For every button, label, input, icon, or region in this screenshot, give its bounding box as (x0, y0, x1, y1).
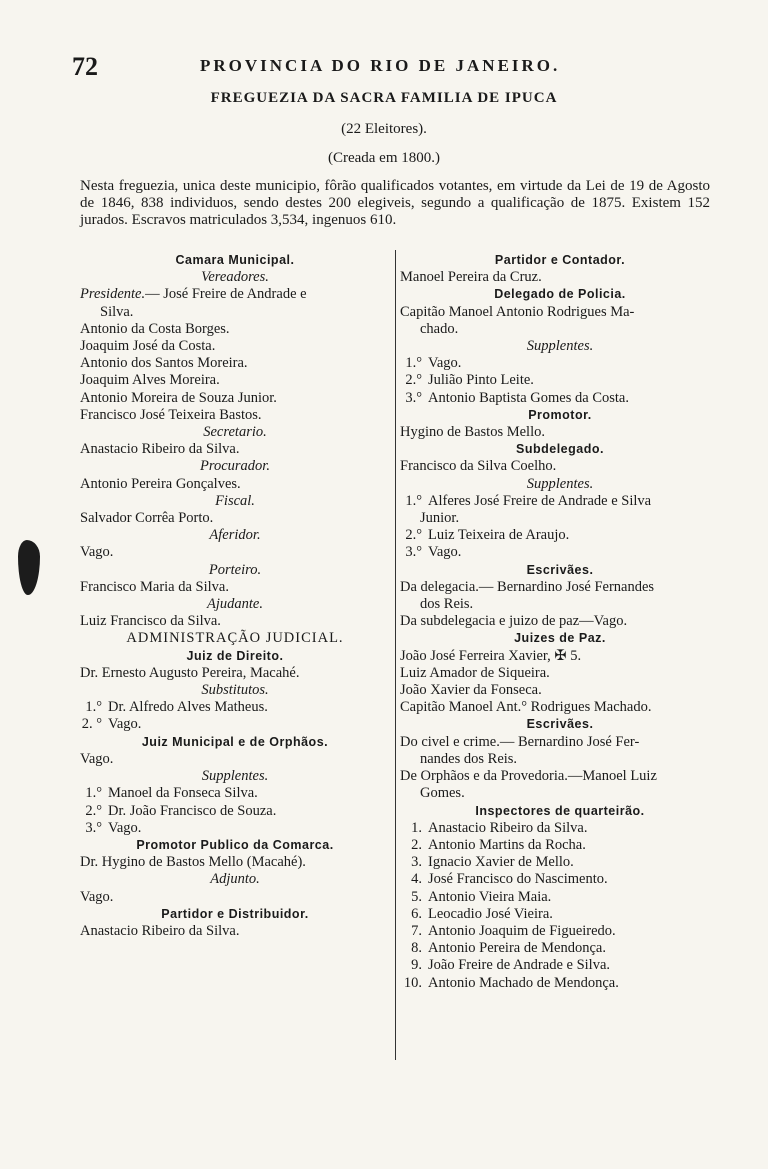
section-heading: Partidor e Contador. (494, 253, 626, 267)
numbered-entry (400, 390, 720, 407)
numbered-entry (400, 854, 720, 871)
name-entry: Joaquim Alves Moreira. (80, 372, 220, 389)
entry-text: Antonio Vieira Maia. (428, 888, 552, 905)
entry-continuation: Junior. (420, 510, 460, 527)
numbered-entry (400, 923, 720, 940)
entry-number: 4. (411, 871, 422, 888)
role-entry (80, 286, 390, 303)
numbered-entry (80, 716, 390, 733)
entry-number: 1.° (85, 699, 102, 716)
name-entry: De Orphãos e da Provedoria.—Manoel Luiz (400, 768, 657, 785)
entry-text: João Freire de Andrade e Silva. (428, 957, 611, 974)
name-entry: Francisco da Silva Coelho. (400, 458, 557, 475)
entry-number: 10. (403, 974, 422, 991)
entry-text: Antonio Pereira de Mendonça. (428, 940, 606, 957)
numbered-entry (400, 975, 720, 992)
parish-title: FREGUEZIA DA SACRA FAMILIA DE IPUCA (210, 90, 558, 106)
office-subheading: Supplentes. (526, 338, 594, 355)
entry-text: — José Freire de Andrade e (145, 286, 307, 303)
entry-text: Leocadio José Vieira. (428, 905, 553, 922)
entry-number: 7. (411, 922, 422, 939)
name-entry: Da delegacia.— Bernardino José Fernandes (400, 578, 655, 595)
entry-number: 1.° (85, 785, 102, 802)
entry-text: Julião Pinto Leite. (428, 372, 534, 389)
office-subheading: Vereadores. (201, 269, 269, 286)
entry-number: 8. (411, 940, 422, 957)
name-entry: Vago. (80, 544, 114, 561)
office-subheading: Secretario. (203, 424, 267, 441)
name-entry: Salvador Corrêa Porto. (80, 510, 214, 527)
entry-number: 3. (411, 854, 422, 871)
entry-text: Vago. (428, 355, 462, 372)
entry-text: Ignacio Xavier de Mello. (428, 854, 574, 871)
name-entry: Capitão Manoel Antonio Rodrigues Ma- (400, 303, 635, 320)
name-entry: Antonio Pereira Gonçalves. (80, 475, 241, 492)
entry-number: 9. (411, 957, 422, 974)
section-heading: Juiz Municipal e de Orphãos. (141, 734, 329, 749)
numbered-entry (400, 837, 720, 854)
name-entry: Dr. Ernesto Augusto Pereira, Macahé. (80, 664, 300, 681)
section-heading: Escrivães. (526, 562, 594, 577)
name-entry: Anastacio Ribeiro da Silva. (80, 441, 240, 458)
numbered-entry (400, 355, 720, 372)
section-heading: Promotor. (528, 407, 592, 422)
numbered-entry (400, 871, 720, 888)
entry-continuation: Gomes. (420, 785, 465, 802)
office-subheading: Aferidor. (209, 527, 261, 544)
entry-number: 2. ° (81, 716, 102, 733)
name-entry: Capitão Manoel Ant.° Rodrigues Machado. (400, 699, 652, 716)
office-subheading: Procurador. (200, 458, 270, 475)
section-heading: Subdelegado. (516, 442, 604, 457)
numbered-entry (80, 785, 390, 802)
right-column (400, 252, 720, 992)
numbered-entry (400, 372, 720, 389)
entry-text: Antonio Machado de Mendonça. (428, 974, 619, 991)
left-column (80, 252, 390, 940)
entry-continuation: chado. (420, 320, 459, 337)
name-entry: Dr. Hygino de Bastos Mello (Macahé). (80, 854, 306, 871)
office-subheading: Porteiro. (208, 561, 262, 578)
name-entry: Do civel e crime.— Bernardino José Fer- (400, 733, 640, 750)
name-entry: Luiz Amador de Siqueira. (400, 664, 550, 681)
entry-number: 2.° (405, 527, 422, 544)
numbered-entry (400, 940, 720, 957)
name-entry: Antonio dos Santos Moreira. (80, 355, 248, 372)
name-entry: Vago. (80, 750, 114, 767)
section-caps-heading: ADMINISTRAÇÃO JUDICIAL. (126, 630, 344, 647)
entry-text: Antonio Joaquim de Figueiredo. (428, 922, 616, 939)
entry-number: 6. (411, 905, 422, 922)
numbered-entry (400, 527, 720, 544)
ink-blot-mark (18, 540, 40, 595)
entry-text: José Francisco do Nascimento. (428, 871, 608, 888)
entry-number: 3.° (85, 819, 102, 836)
numbered-entry (400, 957, 720, 974)
section-heading: Delegado de Policia. (494, 287, 626, 302)
name-entry: Da subdelegacia e juizo de paz—Vago. (400, 613, 628, 630)
office-subheading: Supplentes. (201, 768, 269, 785)
intro-paragraph: Nesta freguezia, unica deste municipio, fôrão qualificados votantes, em virtude da Lei de 19 de Agosto de 1846, 838 individuos, sendo destes 200 elegiveis, segundo a qualificação de 1875. Existem 152 jurados. Escravos matriculados 3,534, ingenuos 610. (80, 178, 710, 228)
entry-text: Vago. (108, 716, 142, 733)
office-subheading: Fiscal. (215, 492, 255, 509)
numbered-entry (80, 820, 390, 837)
name-entry: João José Ferreira Xavier, ✠ 5. (400, 647, 582, 664)
section-heading: Camara Municipal. (175, 253, 295, 267)
name-entry: João Xavier da Fonseca. (400, 682, 542, 699)
electors-count: (22 Eleitores). (341, 121, 427, 137)
numbered-entry (400, 544, 720, 561)
entry-number: 5. (411, 888, 422, 905)
name-entry: Joaquim José da Costa. (80, 338, 216, 355)
section-heading: Escrivães. (526, 717, 594, 732)
entry-number: 2.° (85, 802, 102, 819)
section-heading: Juiz de Direito. (186, 648, 284, 663)
entry-text: Dr. Alfredo Alves Matheus. (108, 699, 268, 716)
creation-date: (Creada em 1800.) (327, 150, 441, 166)
entry-text: Vago. (108, 819, 142, 836)
name-entry: Hygino de Bastos Mello. (400, 424, 545, 441)
numbered-entry (400, 889, 720, 906)
section-heading: Juizes de Paz. (514, 631, 606, 646)
running-title: PROVINCIA DO RIO DE JANEIRO. (200, 56, 561, 75)
entry-continuation: dos Reis. (420, 596, 474, 613)
name-entry: Vago. (80, 888, 114, 905)
numbered-entry (400, 820, 720, 837)
numbered-entry (400, 906, 720, 923)
entry-text: Anastacio Ribeiro da Silva. (428, 819, 588, 836)
entry-number: 3.° (405, 544, 422, 561)
entry-continuation: Silva. (100, 303, 134, 320)
section-heading: Inspectores de quarteirão. (475, 803, 645, 818)
entry-number: 1.° (405, 492, 422, 509)
entry-number: 1. (411, 819, 422, 836)
entry-number: 2. (411, 836, 422, 853)
office-subheading: Supplentes. (526, 475, 594, 492)
name-entry: Antonio Moreira de Souza Junior. (80, 389, 277, 406)
name-entry: Anastacio Ribeiro da Silva. (80, 922, 240, 939)
entry-number: 1.° (405, 355, 422, 372)
name-entry: Francisco José Teixeira Bastos. (80, 406, 262, 423)
numbered-entry (80, 803, 390, 820)
role-label: Presidente. (80, 286, 146, 303)
numbered-entry (80, 699, 390, 716)
numbered-entry (400, 493, 720, 510)
section-heading: Partidor e Distribuidor. (161, 906, 309, 921)
column-divider (395, 250, 396, 1060)
entry-text: Luiz Teixeira de Araujo. (428, 527, 570, 544)
name-entry: Francisco Maria da Silva. (80, 578, 229, 595)
entry-text: Antonio Baptista Gomes da Costa. (428, 389, 629, 406)
name-entry: Manoel Pereira da Cruz. (400, 269, 542, 286)
entry-text: Dr. João Francisco de Souza. (108, 802, 277, 819)
entry-number: 2.° (405, 372, 422, 389)
office-subheading: Adjunto. (210, 871, 260, 888)
entry-continuation: nandes dos Reis. (420, 750, 518, 767)
office-subheading: Substitutos. (201, 682, 269, 699)
entry-number: 3.° (405, 389, 422, 406)
name-entry: Antonio da Costa Borges. (80, 320, 230, 337)
name-entry: Luiz Francisco da Silva. (80, 613, 221, 630)
entry-text: Alferes José Freire de Andrade e Silva (428, 492, 652, 509)
section-heading: Promotor Publico da Comarca. (136, 837, 334, 852)
office-subheading: Ajudante. (207, 596, 263, 613)
page-number: 72 (72, 52, 98, 81)
entry-text: Vago. (428, 544, 462, 561)
entry-text: Manoel da Fonseca Silva. (108, 785, 258, 802)
entry-text: Antonio Martins da Rocha. (428, 836, 586, 853)
